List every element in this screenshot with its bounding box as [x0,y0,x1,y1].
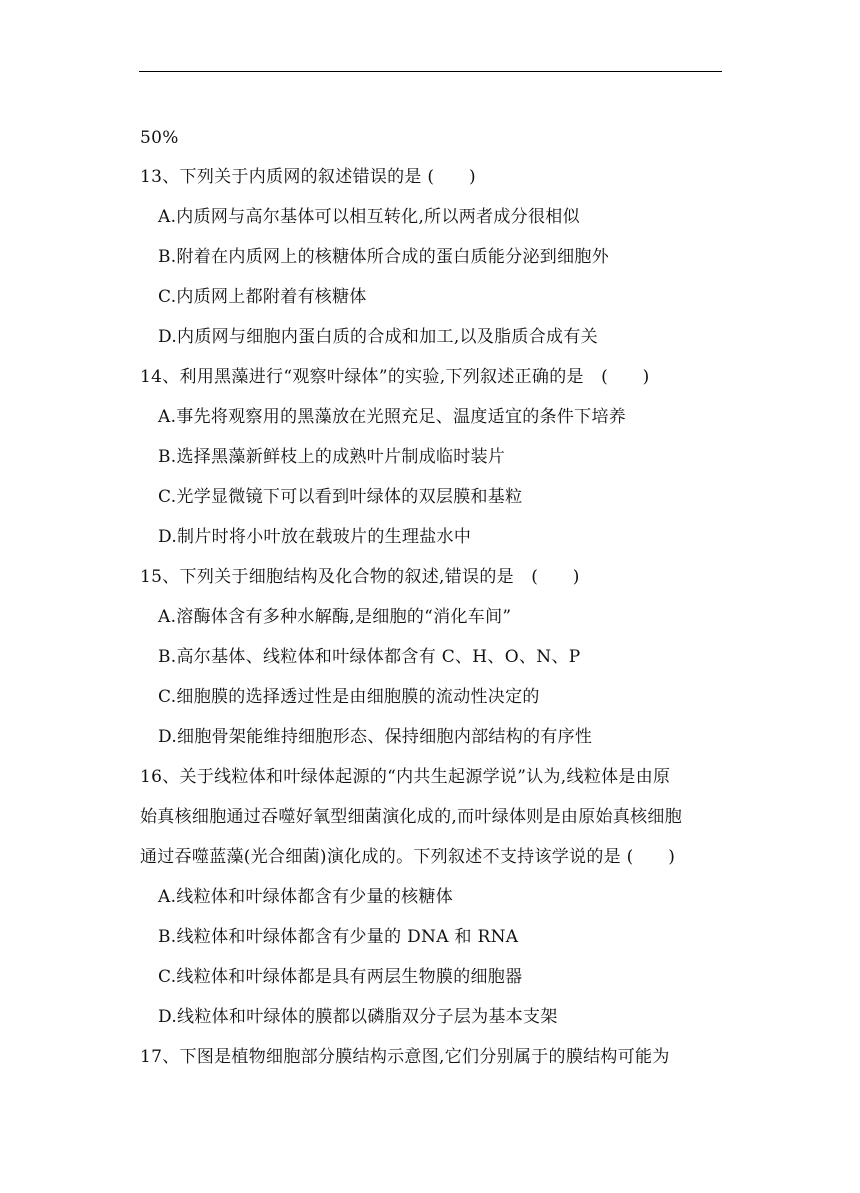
header-rule [139,71,722,72]
question-14-option-b: B.选择黑藻新鲜枝上的成熟叶片制成临时装片 [158,447,506,467]
question-13-option-d: D.内质网与细胞内蛋白质的合成和加工,以及脂质合成有关 [158,327,598,347]
question-16-option-d: D.线粒体和叶绿体的膜都以磷脂双分子层为基本支架 [158,1007,558,1027]
question-16-option-a: A.线粒体和叶绿体都含有少量的核糖体 [158,887,454,907]
question-13-option-a: A.内质网与高尔基体可以相互转化,所以两者成分很相似 [158,207,580,227]
lead-text: 50% [140,128,179,148]
question-15-option-c: C.细胞膜的选择透过性是由细胞膜的流动性决定的 [158,687,540,707]
question-16-stem-line-3: 通过吞噬蓝藻(光合细菌)演化成的。下列叙述不支持该学说的是 ( ) [140,847,676,867]
question-13-stem: 13、下列关于内质网的叙述错误的是 ( ) [140,167,476,187]
question-17-stem: 17、下图是植物细胞部分膜结构示意图,它们分别属于的膜结构可能为 [140,1047,670,1067]
question-16-option-c: C.线粒体和叶绿体都是具有两层生物膜的细胞器 [158,967,523,987]
question-14-stem: 14、利用黑藻进行“观察叶绿体”的实验,下列叙述正确的是 ( ) [140,367,650,387]
question-13-option-b: B.附着在内质网上的核糖体所合成的蛋白质能分泌到细胞外 [158,247,609,267]
question-15-option-d: D.细胞骨架能维持细胞形态、保持细胞内部结构的有序性 [158,727,593,747]
question-16-stem-line-2: 始真核细胞通过吞噬好氧型细菌演化成的,而叶绿体则是由原始真核细胞 [140,807,683,827]
question-14-option-c: C.光学显微镜下可以看到叶绿体的双层膜和基粒 [158,487,523,507]
question-16-stem-line-1: 16、关于线粒体和叶绿体起源的“内共生起源学说”认为,线粒体是由原 [140,767,671,787]
question-15-option-a: A.溶酶体含有多种水解酶,是细胞的“消化车间” [158,607,512,627]
question-14-option-d: D.制片时将小叶放在载玻片的生理盐水中 [158,527,472,547]
question-14-option-a: A.事先将观察用的黑藻放在光照充足、温度适宜的条件下培养 [158,407,627,427]
question-13-option-c: C.内质网上都附着有核糖体 [158,287,367,307]
question-16-option-b: B.线粒体和叶绿体都含有少量的 DNA 和 RNA [158,927,519,947]
question-15-option-b: B.高尔基体、线粒体和叶绿体都含有 C、H、O、N、P [158,647,581,667]
question-15-stem: 15、下列关于细胞结构及化合物的叙述,错误的是 ( ) [140,567,580,587]
